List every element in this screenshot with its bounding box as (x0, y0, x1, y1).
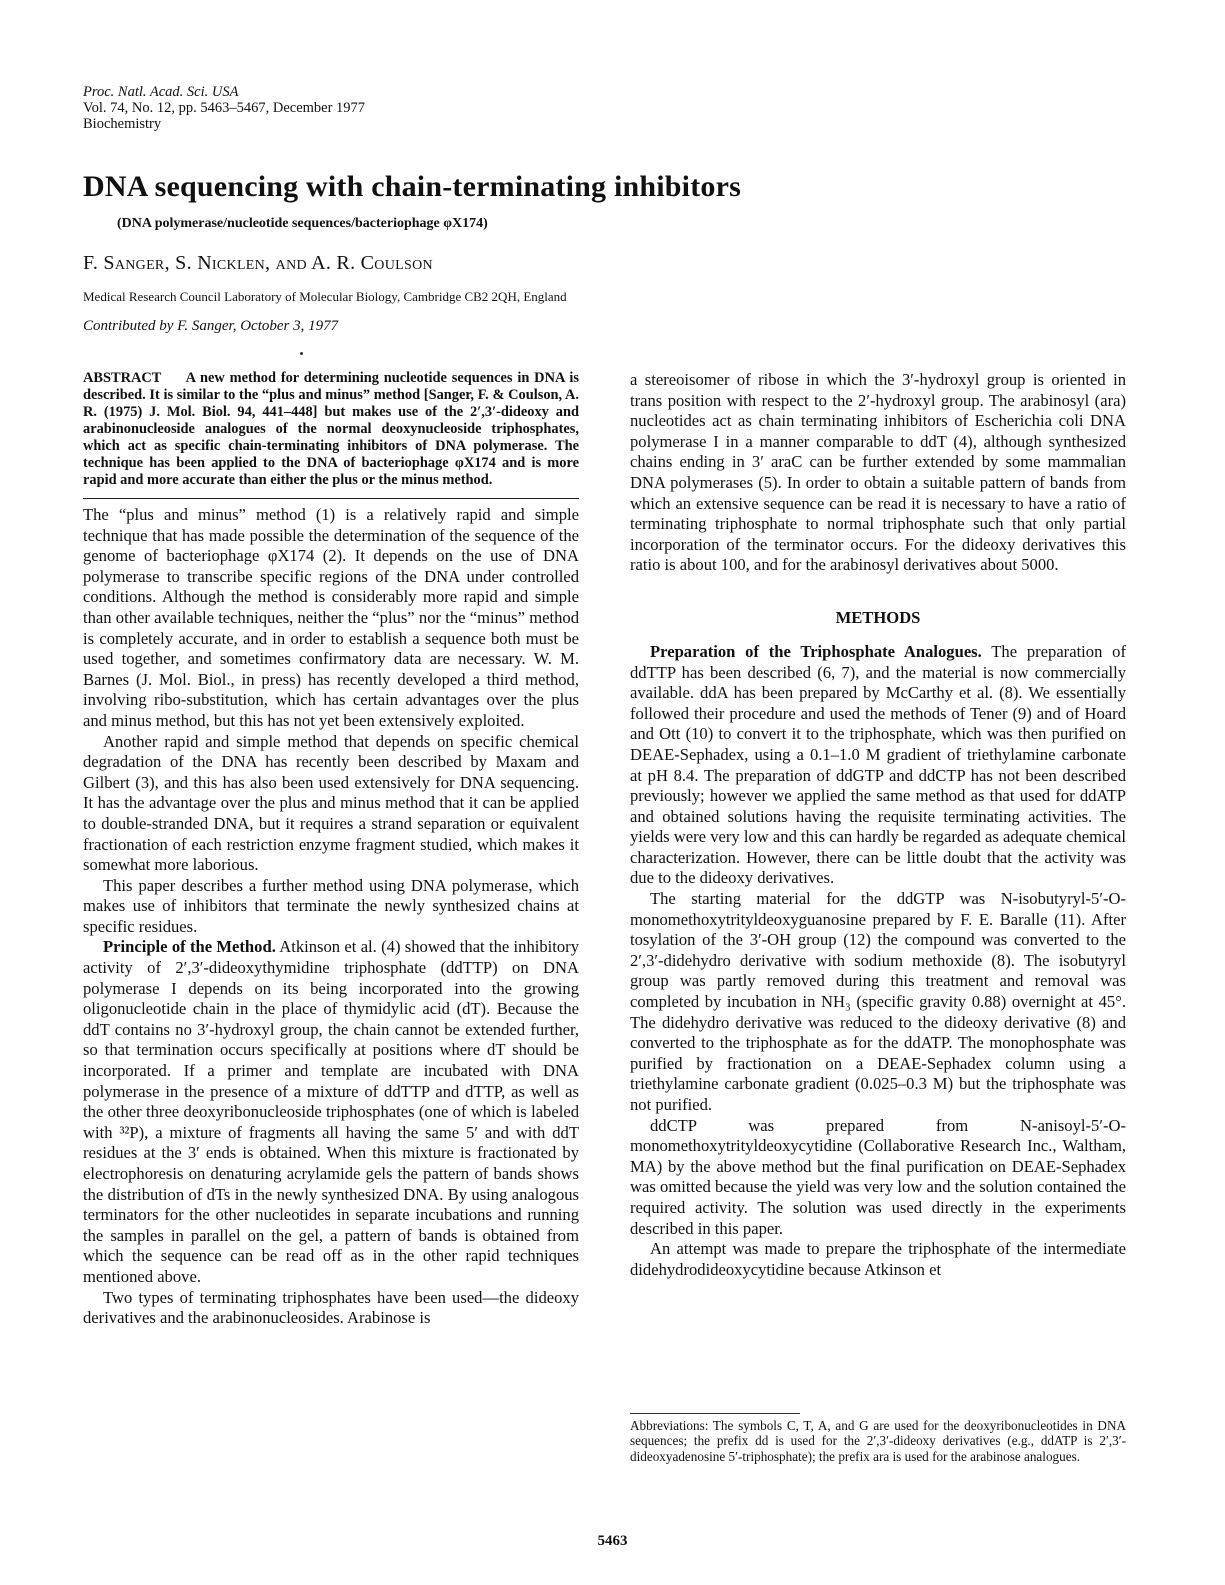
right-column (630, 370, 1126, 1280)
journal-header (83, 84, 365, 132)
preparation-text: The preparation of ddTTP has been described (6, 7), and the material is now commercially available. ddA has been prepared by McCarthy et al. (8). We essentially followed their procedure and used the methods of Tener (9) and of Hoard and Ott (10) to convert it to the triphosphate, which was then purified on DEAE-Sephadex, using a 0.1–1.0 M gradient of triethylamine carbonate at pH 8.4. The preparation of ddGTP and ddCTP has not been described previously; however we applied the same method as that used for ddATP and obtained solutions having the requisite terminating activities. The yields were very low and this can hardly be regarded as adequate chemical characterization. However, there can be little doubt that the activity was due to the dideoxy derivatives. (630, 641, 1126, 888)
page-number: 5463 (597, 1533, 628, 1549)
abstract-text: A new method for determining nucleotide sequences in DNA is described. It is similar to the “plus and minus” method [Sanger, F. & Coulson, A. R. (1975) J. Mol. Biol. 94, 441–448] but makes use of the 2′,3′-dideoxy and arabinonucleoside analogues of the normal deoxynucleoside triphosphates, which act as specific chain-terminating inhibitors of DNA polymerase. The technique has been applied to the DNA of bacteriophage φX174 and is more rapid and more accurate than either the plus or the minus method. (83, 370, 579, 488)
abbreviations-footnote (630, 1413, 1126, 1464)
paragraph: This paper describes a further method using DNA polymerase, which makes use of inhibitors that terminate the newly synthesized chains at specific residues. (83, 875, 579, 936)
paragraph: The “plus and minus” method (1) is a relatively rapid and simple technique that has made possible the determination of the sequence of the genome of bacteriophage φX174 (2). It depends on the use of DNA polymerase to transcribe specific regions of the DNA under controlled conditions. Although the method is considerably more rapid and simple than other available techniques, neither the “plus” nor the “minus” method is completely accurate, and in order to establish a sequence both must be used together, and sometimes confirmatory data are necessary. W. M. Barnes (J. Mol. Biol., in press) has recently developed a third method, involving ribo-substitution, which has certain advantages over the plus and minus method, but this has not yet been extensively exploited. (83, 505, 579, 730)
paragraph: Another rapid and simple method that depends on specific chemical degradation of the DNA has recently been described by Maxam and Gilbert (3), and this has also been used extensively for DNA sequencing. It has the advantage over the plus and minus method that it can be applied to double-stranded DNA, but it requires a strand separation or equivalent fractionation of each restriction enzyme fragment studied, which makes it somewhat more laborious. (83, 731, 579, 875)
abstract (83, 370, 579, 489)
abstract-label: ABSTRACT (83, 370, 162, 386)
affiliation: Medical Research Council Laboratory of Molecular Biology, Cambridge CB2 2QH, England (83, 289, 567, 304)
methods-heading: METHODS (835, 607, 921, 627)
paragraph: ddCTP was prepared from N-anisoyl-5′-O-monomethoxytrityldeoxycytidine (Collaborative Research Inc., Waltham, MA) by the above method but the final purification on DEAE-Sephadex was omitted because the yield was very low and the solution contained the required activity. The solution was used directly in the experiments described in this paper. (630, 1115, 1126, 1238)
footnote-divider (630, 1413, 800, 1414)
subject-section: Biochemistry (83, 116, 162, 132)
principle-text: Atkinson et al. (4) showed that the inhibitory activity of 2′,3′-dideoxythymidine triphosphate (ddTTP) on DNA polymerase I depends on its being incorporated into the growing oligonucleotide chain in the place of thymidylic acid (dT). Because the ddT contains no 3′-hydroxyl group, the chain cannot be extended further, so that termination occurs specifically at positions where dT should be incorporated. If a primer and template are incubated with DNA polymerase in the presence of a mixture of ddTTP and dTTP, as well as the other three deoxyribonucleoside triphosphates (one of which is labeled with ³²P), a mixture of fragments all having the same 5′ and with ddT residues at the 3′ ends is obtained. When this mixture is fractionated by electrophoresis on denaturing acrylamide gels the pattern of bands shows the distribution of dTs in the newly synthesized DNA. By using analogous terminators for the other nucleotides in separate incubations and running the samples in parallel on the gel, a pattern of bands is obtained from which the sequence can be read off as in the other rapid techniques mentioned above. (83, 937, 580, 1286)
abstract-divider (83, 498, 579, 499)
authors: F. Sanger, S. Nicklen, and A. R. Coulson (83, 252, 433, 274)
keywords: (DNA polymerase/nucleotide sequences/bacteriophage φX174) (117, 216, 488, 231)
contributed-line: Contributed by F. Sanger, October 3, 1977 (83, 318, 339, 334)
principle-paragraph (83, 937, 579, 1287)
speck-mark (300, 352, 303, 355)
right-body (630, 370, 1126, 1280)
paragraph: a stereoisomer of ribose in which the 3′-hydroxyl group is oriented in trans position with respect to the 2′-hydroxyl group. The arabinosyl (ara) nucleotides act as chain terminating inhibitors of Escherichia coli DNA polymerase I in a manner comparable to ddT (4), although synthesized chains ending in 3′ araC can be further extended by some mammalian DNA polymerases (5). In order to obtain a suitable pattern of bands from which an extensive sequence can be read it is necessary to have a ratio of terminating triphosphate to normal triphosphate such that only partial incorporation of the terminator occurs. For the dideoxy derivatives this ratio is about 100, and for the arabinosyl derivatives about 5000. (630, 370, 1126, 575)
paragraph: An attempt was made to prepare the triphosphate of the intermediate didehydrodideoxycytidine because Atkinson et (630, 1239, 1126, 1279)
introduction (83, 505, 579, 1329)
preparation-heading: Preparation of the Triphosphate Analogues. (650, 641, 982, 661)
journal-name: Proc. Natl. Acad. Sci. USA (83, 84, 239, 100)
left-column (83, 370, 579, 1329)
volume-info: Vol. 74, No. 12, pp. 5463–5467, December 1977 (83, 100, 366, 116)
preparation-paragraph (630, 642, 1126, 889)
paper-title: DNA sequencing with chain-terminating inhibitors (83, 170, 741, 203)
paragraph: Two types of terminating triphosphates have been used—the dideoxy derivatives and the arabinonucleosides. Arabinose is (83, 1287, 579, 1328)
principle-heading: Principle of the Method. (103, 937, 276, 957)
paragraph: The starting material for the ddGTP was N-isobutyryl-5′-O-monomethoxytrityldeoxyguanosine prepared by F. E. Baralle (11). After tosylation of the 3′-OH group (12) the compound was converted to the 2′,3′-didehydro derivative with sodium methoxide (8). The isobutyryl group was partly removed during this treatment and removal was completed by incubation in NH₃ (specific gravity 0.88) overnight at 45°. The didehydro derivative was reduced to the dideoxy derivative (8) and converted to the triphosphate as for the ddATP. The monophosphate was purified by fractionation on a DEAE-Sephadex column using a triethylamine carbonate gradient (0.025–0.3 M) but the triphosphate was not purified. (630, 889, 1126, 1114)
footnote-text: Abbreviations: The symbols C, T, A, and G are used for the deoxyribonucleotides in DNA sequences; the prefix dd is used for the 2′,3′-dideoxy derivatives (e.g., ddATP is 2′,3′-dideoxyadenosine 5′-triphosphate); the prefix ara is used for the arabinose analogues. (630, 1418, 1126, 1464)
